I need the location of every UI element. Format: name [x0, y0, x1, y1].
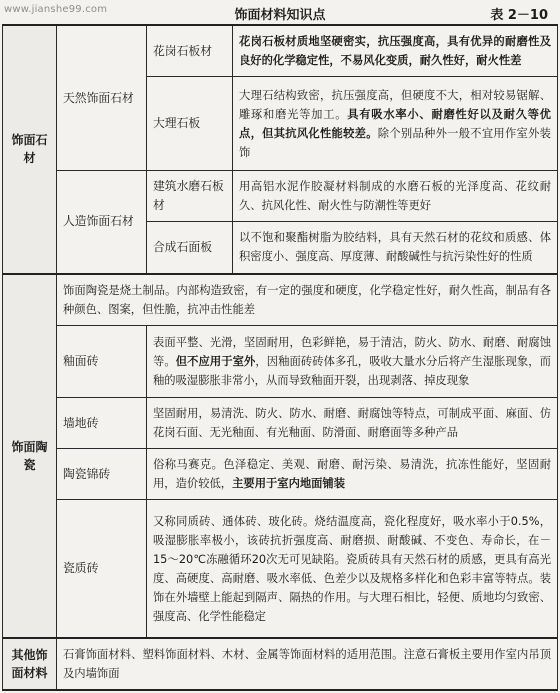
material-description: [233, 171, 558, 222]
description-fragment: 坚固耐用，易清洗、防火、防水、耐磨、耐腐蚀等特点，可制成平面、麻面、仿花岗石面、无光釉面、有光釉面、防滑面、耐磨面等多种产品: [153, 407, 551, 440]
material-description: [233, 25, 558, 77]
material-description: [233, 222, 558, 274]
material-name: 瓷质砖: [57, 500, 147, 638]
subcategory-cell: 天然饰面石材: [57, 25, 147, 171]
material-description: [147, 398, 558, 449]
description-fragment: 但不应用于室外: [175, 354, 256, 368]
description-fragment: 具有吸水率小、耐磨性好以及耐久等优点，但其抗风化性能较差。: [239, 107, 551, 140]
table-row: [3, 274, 558, 326]
description-fragment: 花岗石板材质地坚硬密实，抗压强度高，具有优异的耐磨性及良好的化学稳定性，不易风化变质，耐久性好，耐火性差: [239, 35, 551, 68]
material-name: 合成石面板: [147, 222, 233, 274]
section-text: 石膏饰面材料、塑料饰面材料、木材、金属等饰面材料的适用范围。注意石膏板主要用作室内吊顶及内墙饰面: [57, 638, 558, 690]
material-name: 墙地砖: [57, 398, 147, 449]
description-fragment: 主要用于室内地面铺装: [232, 477, 346, 491]
table-row: [3, 25, 558, 77]
description-fragment: ，因釉面砖砖体多孔，吸收大量水分后将产生湿胀现象，而釉的吸湿膨胀非常小，从而导致釉面开裂，出现剥落、掉皮现象: [153, 354, 551, 387]
category-cell: 其他饰面材料: [3, 638, 57, 690]
page-header: [0, 0, 560, 24]
materials-table: [2, 24, 558, 691]
material-name: 釉面砖: [57, 325, 147, 398]
subcategory-cell: 人造饰面石材: [57, 171, 147, 274]
table-row: [3, 398, 558, 449]
material-name: 花岗石板材: [147, 25, 233, 77]
description-fragment: 除个别品种外一般不宜用作室外装饰: [239, 126, 551, 159]
table-number: 表 2－10: [490, 8, 548, 23]
description-fragment: 用高铝水泥作胶凝材料制成的水磨石板的光泽度高、花纹耐久、抗风化性、耐火性与防潮性等更好: [239, 180, 551, 213]
watermark-text: www.jianshe99.com: [4, 4, 108, 15]
material-description: [233, 77, 558, 171]
material-name: 陶瓷锦砖: [57, 449, 147, 500]
section-intro: 饰面陶瓷是烧土制品。内部构造致密，有一定的强度和硬度，化学稳定性好，耐久性高，制品有各种颜色、图案，但性脆，抗冲击性能差: [57, 274, 558, 326]
category-cell: 饰面石材: [3, 25, 57, 274]
material-description: [147, 500, 558, 638]
material-name: 建筑水磨石板材: [147, 171, 233, 222]
table-row: [3, 500, 558, 638]
materials-table-body: [3, 25, 558, 690]
description-fragment: 以不饱和聚酯树脂为胶结料，具有天然石材的花纹和质感、体积密度小、强度高、厚度薄、耐酸碱性与抗污染性好的性质: [239, 231, 551, 264]
category-cell: 饰面陶瓷: [3, 274, 57, 638]
table-row: [3, 325, 558, 398]
description-fragment: 俗称马赛克。色泽稳定、美观、耐磨、耐污染、易清洗，抗冻性能好，坚固耐用，造价较低，: [153, 458, 551, 491]
material-description: [147, 449, 558, 500]
description-fragment: 大理石结构致密，抗压强度高，但硬度不大，相对较易锯解、雕琢和磨光等加工。: [239, 88, 551, 121]
description-fragment: 表面平整、光滑，坚固耐用，色彩鲜艳，易于清洁，防火、防水、耐磨、耐腐蚀等。: [153, 335, 551, 368]
description-fragment: 又称同质砖、通体砖、玻化砖。烧结温度高，瓷化程度好，吸水率小于0.5%，吸湿膨胀率极小，该砖抗折强度高、耐磨损、耐酸碱、不变色、寿命长，在－15～20℃冻融循环20次无可见缺陷。瓷质砖具有天然石材的质感，更具有高光度、高硬度、高耐磨、吸水率低、色差少以及规格多样化和色彩丰富等特点。装饰在外墙壁上能起到隔声、隔热的作用。与大理石相比，轻便、质地均匀致密、强度高、化学性能稳定: [153, 514, 551, 623]
table-row: [3, 449, 558, 500]
table-title: 饰面材料知识点: [234, 8, 326, 23]
material-description: [147, 325, 558, 398]
table-row: [3, 638, 558, 690]
table-row: [3, 171, 558, 222]
material-name: 大理石板: [147, 77, 233, 171]
